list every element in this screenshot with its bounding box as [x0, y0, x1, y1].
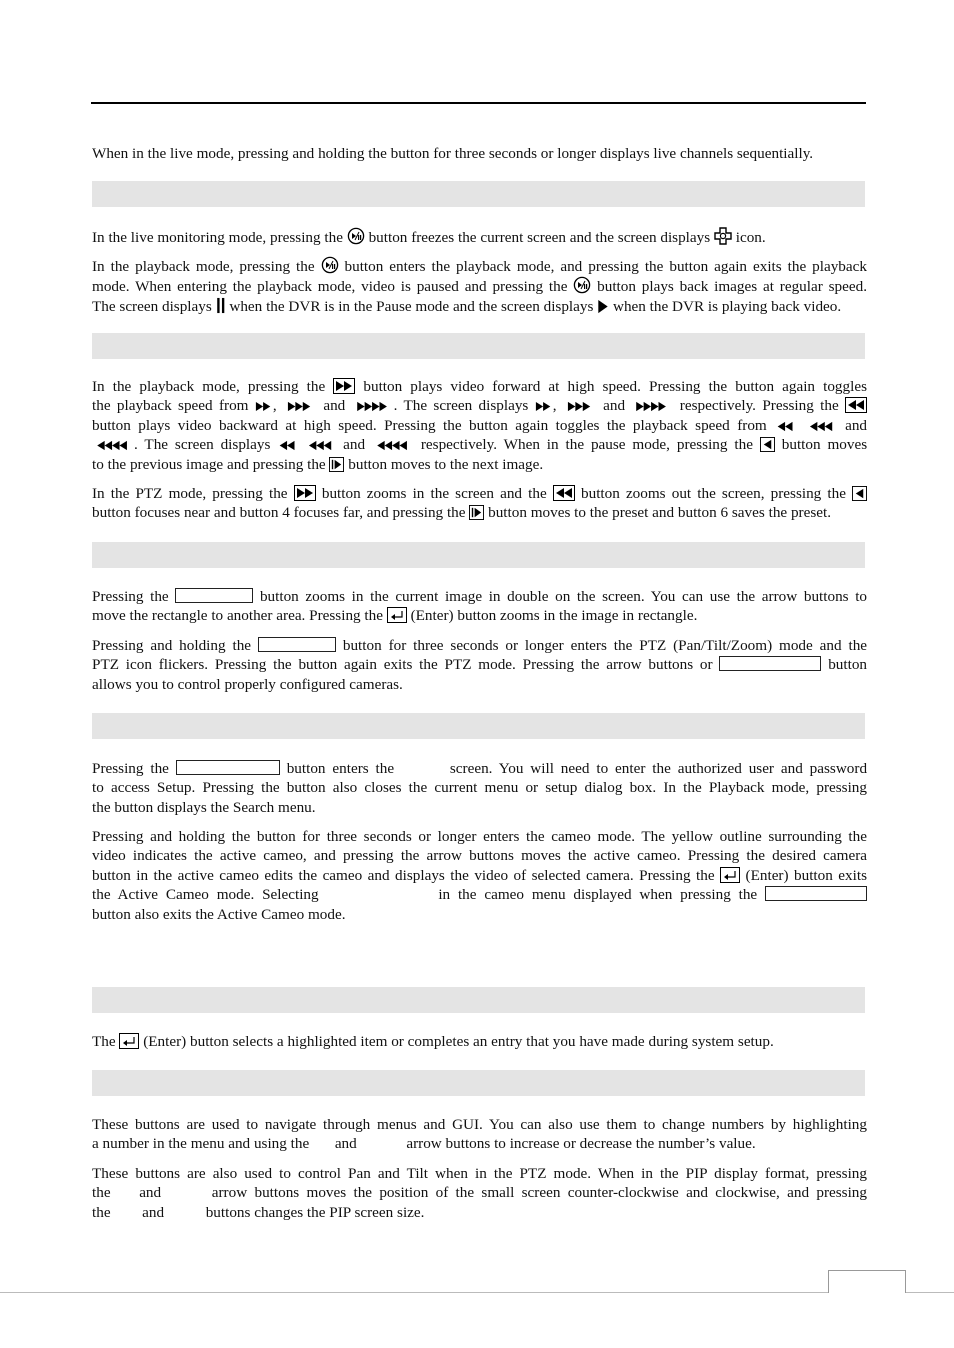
rewind-3x-icon — [306, 439, 336, 452]
paragraph-freeze: In the live monitoring mode, pressing the button freezes the current screen and the screen displays icon. — [92, 229, 766, 246]
speed-3x-icon — [283, 400, 317, 413]
rewind-2x-icon — [774, 420, 798, 433]
section-band-freeze — [92, 181, 865, 207]
pause-icon — [216, 297, 226, 314]
fast-forward-icon — [294, 485, 316, 501]
rewind-icon — [845, 397, 867, 413]
fast-forward-icon — [333, 378, 355, 394]
paragraph-arrow-ptz-pip: These buttons are also used to control Pan and Tilt when in the PTZ mode. When in the PIP display format, pressing the and arrow buttons moves the position of the small screen counter-clockwise and clockwise, and pressing the and buttons changes the PIP screen size. — [92, 1165, 867, 1221]
header-rule — [91, 102, 866, 104]
paragraph-arrow-navigation: These buttons are used to navigate through menus and GUI. You can also use them to change numbers by highlighting a number in the menu and using the and arrow buttons to increase or decrease the number’s value. — [92, 1116, 867, 1153]
menu-button-placeholder — [176, 760, 280, 775]
display-button-placeholder — [765, 886, 867, 901]
paragraph-menu: Pressing the button enters the screen. You will need to enter the authorized user and password to access Setup. Pressing the button also closes the current menu or setup dialog box. In the Playback mode, pressing the button displays the Search menu. — [92, 760, 868, 816]
play-pause-icon — [347, 227, 365, 245]
step-back-icon — [852, 486, 867, 501]
rewind-4x-icon — [92, 439, 134, 452]
play-icon — [597, 299, 609, 314]
paragraph-sequence: When in the live mode, pressing and holding the button for three seconds or longer displays live channels sequentially. — [92, 145, 814, 162]
rewind-4x-icon — [372, 439, 414, 452]
play-pause-icon — [321, 256, 339, 274]
step-back-icon — [760, 437, 775, 452]
footer-rule — [0, 1292, 954, 1293]
step-forward-icon — [469, 505, 484, 520]
paragraph-zoom: Pressing the button zooms in the current image in double on the screen. You can use the arrow buttons to move the rectangle to another area. Pressing the (Enter) button zooms in the image in rectangle. — [92, 588, 868, 625]
ptz-control-button-placeholder — [719, 656, 821, 671]
zoom-button-placeholder — [175, 588, 253, 603]
paragraph-speed: In the playback mode, pressing the button plays video forward at high speed. Pressing the button again toggles the playback speed from , and . The screen displays , and respectively. Pressing the button plays video backward at high speed. Pressing the button again toggles the playback speed from and . The screen displays and respectively. When in the pause mode, pressing the button moves to the previous image and pressing the button moves to the next image. — [92, 378, 868, 473]
rewind-3x-icon — [806, 420, 838, 433]
rewind-icon — [553, 485, 575, 501]
paragraph-playback: In the playback mode, pressing the button enters the playback mode, and pressing the button again exits the playback mode. When entering the playback mode, video is paused and pressing the button plays back images at regular speed. The screen displays when the DVR is in the Pause mode and the screen displays when the DVR is playing back video. — [92, 258, 867, 315]
section-band-zoom — [92, 542, 865, 568]
enter-icon — [119, 1033, 139, 1049]
freeze-icon — [714, 227, 732, 245]
paragraph-cameo: Pressing and holding the button for three seconds or longer enters the cameo mode. The yellow outline surrounding the video indicates the active cameo, and pressing the arrow buttons moves the active cameo. Pressing the desired camera button in the active cameo edits the cameo and displays the video of selected camera. Pressing the (Enter) button exits the Active Cameo mode. Selecting in the cameo menu displayed when pressing the button also exits the Active Cameo mode. — [92, 828, 867, 923]
paragraph-ptz-zoom-focus: In the PTZ mode, pressing the button zooms in the screen and the button zooms out the screen, pressing the button focuses near and button 4 focuses far, and pressing the button moves to the preset and button 6 saves the preset. — [92, 484, 867, 523]
speed-4x-icon — [631, 400, 673, 413]
speed-4x-icon — [352, 400, 394, 413]
section-band-enter — [92, 987, 865, 1013]
paragraph-ptz-mode: Pressing and holding the button for three seconds or longer enters the PTZ (Pan/Tilt/Zoom) mode and the PTZ icon flickers. Pressing the button again exits the PTZ mode. Pressing the arrow buttons or button allows you to control properly configured cameras. — [92, 637, 868, 693]
ptz-button-placeholder — [258, 637, 336, 652]
page-number-tab — [828, 1270, 906, 1293]
speed-2x-icon — [255, 400, 273, 413]
section-band-speed — [92, 333, 865, 359]
section-band-menu — [92, 713, 865, 739]
paragraph-enter: The (Enter) button selects a highlighted item or completes an entry that you have made during system setup. — [92, 1033, 774, 1050]
rewind-2x-icon — [277, 439, 299, 452]
enter-icon — [720, 867, 740, 883]
play-pause-icon — [573, 276, 591, 294]
enter-icon — [387, 607, 407, 623]
speed-3x-icon — [563, 400, 597, 413]
speed-2x-icon — [535, 400, 553, 413]
step-forward-icon — [329, 457, 344, 472]
section-band-arrows — [92, 1070, 865, 1096]
